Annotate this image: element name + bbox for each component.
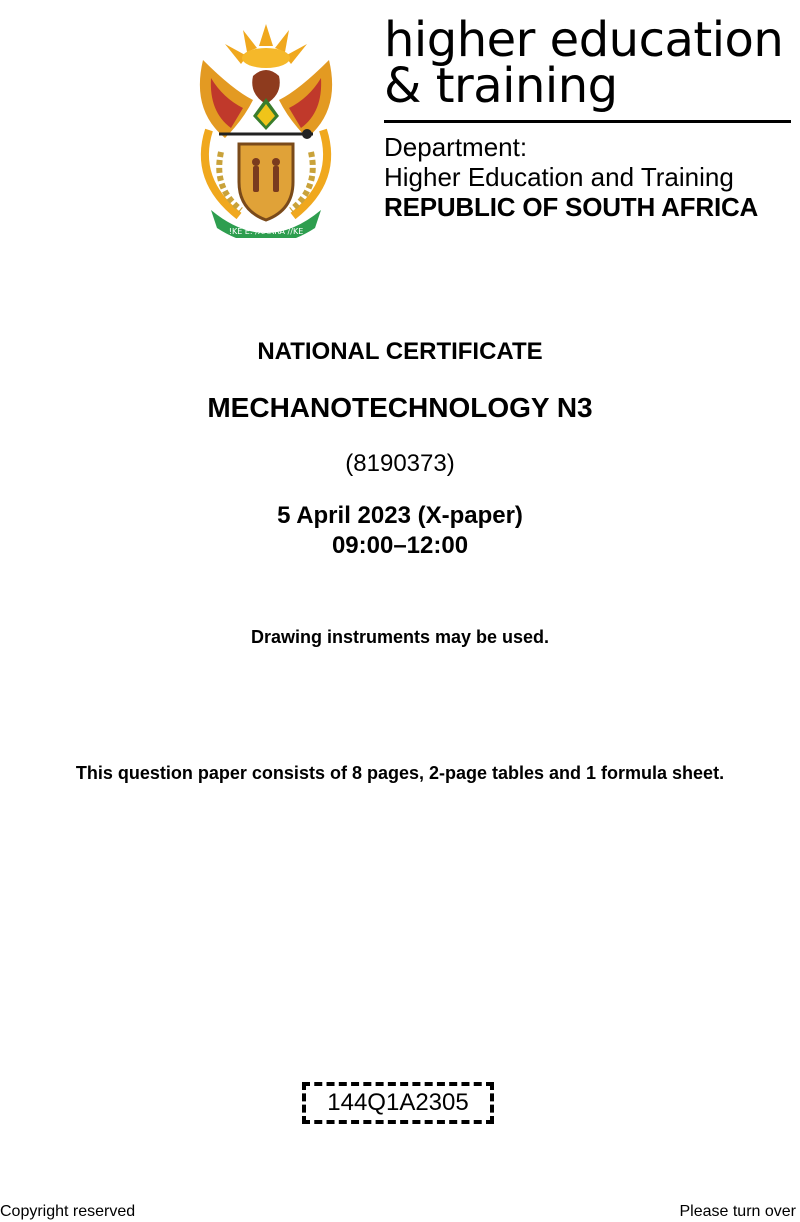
certificate-title: NATIONAL CERTIFICATE — [257, 338, 543, 365]
subject-title: MECHANOTECHNOLOGY N3 — [207, 392, 593, 423]
paper-code-box — [302, 1082, 494, 1124]
department-name: Higher Education and Training — [384, 162, 734, 192]
instructions: Drawing instruments may be used. — [250, 627, 550, 647]
pages-note: This question paper consists of 8 pages, 2-page tables and 1 formula sheet. — [75, 763, 725, 783]
brand-title-line2: & training — [384, 58, 618, 114]
footer-turn-over: Please turn over — [679, 1203, 796, 1220]
exam-date: 5 April 2023 (X-paper) — [277, 502, 523, 529]
brand-title-line1: higher education — [384, 12, 784, 68]
exam-time: 09:00–12:00 — [331, 532, 469, 559]
paper-code: 144Q1A2305 — [327, 1089, 469, 1116]
country-name: REPUBLIC OF SOUTH AFRICA — [384, 192, 759, 222]
subject-code: (8190373) — [345, 450, 455, 477]
brand-divider — [384, 120, 791, 123]
department-label: Department: — [384, 132, 528, 162]
coat-of-arms-icon — [183, 20, 349, 238]
footer-copyright: Copyright reserved — [0, 1203, 136, 1220]
crest-motto: !KE E: /XARRA //KE — [228, 227, 304, 236]
